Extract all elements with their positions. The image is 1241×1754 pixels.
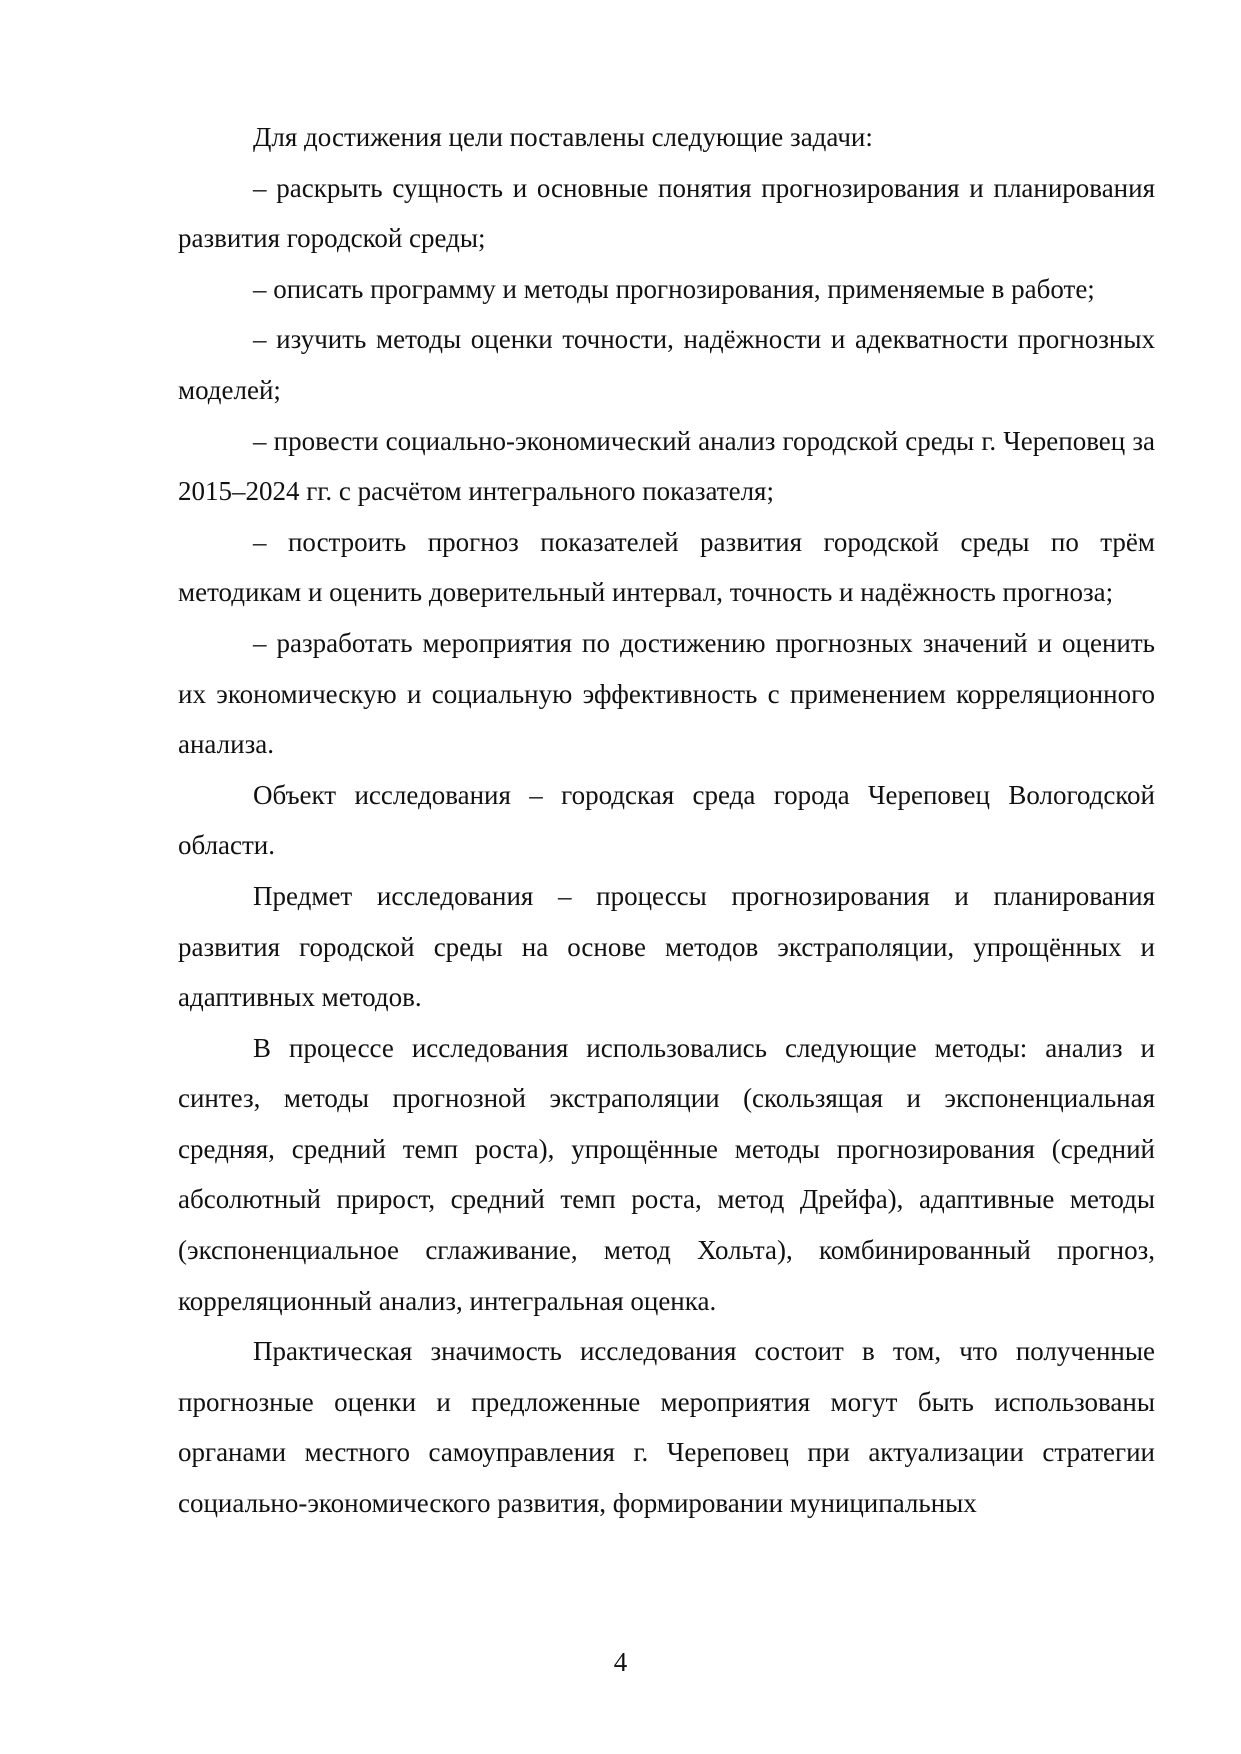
list-item-task-3: – изучить методы оценки точности, надёжности и адекватности прогнозных моделей; [178, 324, 1155, 405]
paragraph-practical-significance: Практическая значимость исследования состоит в том, что полученные прогнозные оценки и предложенные мероприятия могут быть использованы органами местного самоуправления г. Череповец при актуализации стратегии социально-экономического развития, формировании муниципальных [178, 1336, 1155, 1519]
paragraph-subject: Предмет исследования – процессы прогнозирования и планирования развития городской среды на основе методов экстраполяции, упрощённых и адаптивных методов. [178, 880, 1155, 1013]
list-item-task-6: – разработать мероприятия по достижению прогнозных значений и оценить их экономическую и социальную эффективность с применением корреляционного анализа. [178, 627, 1155, 760]
paragraph-methods: В процессе исследования использовались следующие методы: анализ и синтез, методы прогнозной экстраполяции (скользящая и экспоненциальная средняя, средний темп роста), упрощённые методы прогнозирования (средний абсолютный прирост, средний темп роста, метод Дрейфа), адаптивные методы (экспоненциальное сглаживание, метод Хольта), комбинированный прогноз, корреляционный анализ, интегральная оценка. [178, 1032, 1155, 1316]
list-item-task-2: – описать программу и методы прогнозирования, применяемые в работе; [253, 273, 1095, 304]
page-number: 4 [613, 1647, 628, 1677]
paragraph-object: Объект исследования – городская среда города Череповец Вологодской области. [178, 779, 1155, 861]
list-item-task-5: – построить прогноз показателей развития городской среды по трём методикам и оценить доверительный интервал, точность и надёжность прогноза; [178, 526, 1155, 608]
list-item-task-4: – провести социально-экономический анализ городской среды г. Череповец за 2015–2024 гг. с расчётом интегрального показателя; [178, 425, 1155, 507]
document-body [178, 112, 1155, 1529]
paragraph-tasks-intro: Для достижения цели поставлены следующие задачи: [253, 122, 873, 152]
list-item-task-1: – раскрыть сущность и основные понятия прогнозирования и планирования развития городской среды; [178, 172, 1155, 254]
